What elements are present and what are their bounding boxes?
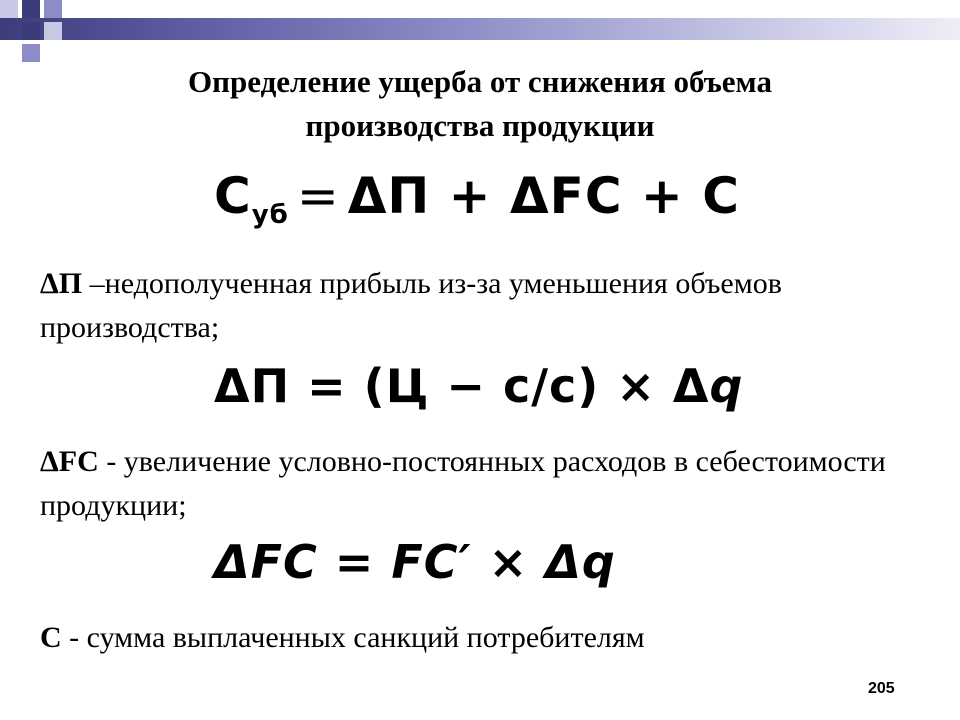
definition-dfc-term: ΔFC — [40, 445, 99, 478]
formula-dp-var: q — [709, 359, 744, 413]
formula-dp — [214, 354, 743, 418]
slide-title — [0, 60, 960, 148]
definition-c-term: С — [40, 621, 62, 654]
formula-dfc — [214, 530, 616, 594]
definition-c — [40, 616, 940, 660]
formula-dp-text: ΔП = (Ц − с/с) × Δ — [214, 359, 710, 413]
formula-main-rhs: ΔП + ΔFC + С — [347, 167, 740, 225]
definition-dp-term: ΔП — [40, 267, 83, 300]
corner-square-2 — [22, 0, 40, 18]
formula-dfc-text: ΔFC = FC′ × Δ — [214, 535, 582, 589]
definition-dfc-text: - увеличение условно-постоянных расходов в себестоимости продукции; — [40, 445, 886, 522]
formula-main — [214, 160, 740, 251]
definition-c-text: - сумма выплаченных санкций потребителям — [61, 621, 645, 654]
slide-title-line-1: Определение ущерба от снижения объема — [188, 64, 772, 99]
formula-main-lhs-sub: уб — [251, 200, 289, 230]
page-number: 205 — [868, 680, 895, 697]
corner-square-5 — [44, 22, 62, 40]
definition-dfc — [40, 440, 940, 528]
formula-dfc-var: q — [581, 535, 616, 589]
formula-main-lhs: С — [214, 167, 252, 225]
corner-square-4 — [22, 22, 40, 40]
definition-dp — [40, 262, 940, 350]
slide-title-line-2: производства продукции — [305, 108, 655, 143]
header-gradient-bar — [0, 18, 960, 40]
formula-main-equals: = — [296, 167, 340, 225]
corner-square-3 — [44, 0, 62, 18]
definition-dp-text: –недополученная прибыль из-за уменьшения объемов производства; — [40, 267, 782, 344]
corner-square-1 — [0, 0, 18, 18]
